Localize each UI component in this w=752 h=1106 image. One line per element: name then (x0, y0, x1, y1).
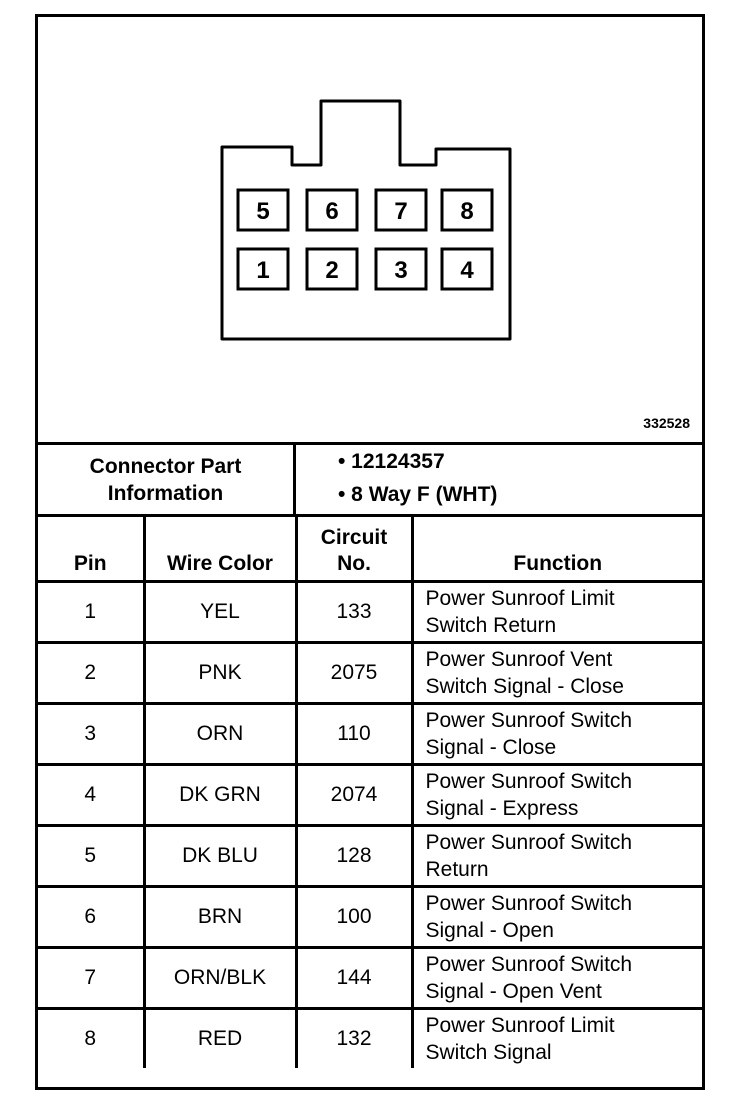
function-line1: Power Sunroof Switch (425, 770, 633, 793)
table-row (38, 765, 702, 826)
function-line1: Power Sunroof Vent (425, 648, 613, 671)
wire-color-cell: RED (144, 1009, 296, 1069)
function-line2: Signal - Express (425, 797, 579, 820)
part-info-values (296, 445, 702, 514)
function-line2: Return (425, 858, 489, 881)
function-line1: Power Sunroof Switch (425, 709, 633, 732)
table-row (38, 887, 702, 948)
pin-cell: 6 (38, 887, 144, 948)
function-line1: Power Sunroof Switch (425, 892, 633, 915)
wire-color-cell: DK GRN (144, 765, 296, 826)
cavity-6-label: 6 (325, 198, 339, 225)
circuit-cell: 133 (296, 582, 412, 643)
pin-cell: 2 (38, 643, 144, 704)
function-line1: Power Sunroof Switch (425, 953, 633, 976)
table-row (38, 582, 702, 643)
connector-diagram (38, 17, 702, 442)
cavity-1-label: 1 (256, 257, 270, 284)
column-header-pin: Pin (38, 516, 144, 582)
column-header-function: Function (412, 516, 702, 582)
connector-sheet (35, 14, 705, 1090)
function-line2: Switch Signal (425, 1041, 552, 1064)
function-cell (412, 887, 702, 948)
wire-color-cell: ORN (144, 704, 296, 765)
function-line1: Power Sunroof Limit (425, 1014, 615, 1037)
pin-cell: 3 (38, 704, 144, 765)
function-line2: Switch Return (425, 614, 557, 637)
table-row (38, 704, 702, 765)
function-line1: Power Sunroof Limit (425, 587, 615, 610)
function-cell (412, 765, 702, 826)
connector-part-info (38, 442, 702, 514)
part-info-label (38, 445, 296, 514)
function-line2: Switch Signal - Close (425, 675, 624, 698)
part-info-label-line2: Information (107, 481, 224, 505)
pin-cell: 8 (38, 1009, 144, 1069)
part-number: • 12124357 (338, 450, 445, 473)
table-row (38, 948, 702, 1009)
circuit-cell: 100 (296, 887, 412, 948)
cavity-2-label: 2 (325, 257, 339, 284)
pin-cell: 4 (38, 765, 144, 826)
table-row (38, 1009, 702, 1069)
wire-color-cell: YEL (144, 582, 296, 643)
function-line2: Signal - Open Vent (425, 980, 602, 1003)
cavity-3-label: 3 (394, 257, 408, 284)
circuit-cell: 2074 (296, 765, 412, 826)
cavity-8-label: 8 (460, 198, 474, 225)
circuit-cell: 128 (296, 826, 412, 887)
column-header-circuit-no (296, 516, 412, 582)
wire-color-cell: PNK (144, 643, 296, 704)
part-description: • 8 Way F (WHT) (338, 483, 498, 506)
function-line2: Signal - Close (425, 736, 557, 759)
function-cell (412, 1009, 702, 1069)
cavity-4-label: 4 (460, 257, 474, 284)
circuit-cell: 2075 (296, 643, 412, 704)
table-row (38, 643, 702, 704)
pin-cell: 7 (38, 948, 144, 1009)
wire-color-cell: ORN/BLK (144, 948, 296, 1009)
function-cell (412, 826, 702, 887)
circuit-cell: 110 (296, 704, 412, 765)
circuit-cell: 144 (296, 948, 412, 1009)
pin-cell: 5 (38, 826, 144, 887)
part-info-label-line1: Connector Part (89, 454, 242, 478)
circuit-cell: 132 (296, 1009, 412, 1069)
pin-cell: 1 (38, 582, 144, 643)
figure-id: 332528 (643, 415, 690, 431)
pinout-table (38, 514, 702, 1068)
wire-color-cell: DK BLU (144, 826, 296, 887)
cavity-5-label: 5 (256, 198, 270, 225)
function-cell (412, 643, 702, 704)
function-line1: Power Sunroof Switch (425, 831, 633, 854)
table-header-row (38, 516, 702, 582)
column-header-circuit-line2: No. (337, 552, 371, 575)
wire-color-cell: BRN (144, 887, 296, 948)
connector-face-drawing (38, 17, 702, 442)
column-header-circuit-line1: Circuit (320, 526, 388, 549)
column-header-wire-color: Wire Color (144, 516, 296, 582)
function-line2: Signal - Open (425, 919, 554, 942)
function-cell (412, 582, 702, 643)
cavity-7-label: 7 (394, 198, 408, 225)
function-cell (412, 704, 702, 765)
function-cell (412, 948, 702, 1009)
table-row (38, 826, 702, 887)
